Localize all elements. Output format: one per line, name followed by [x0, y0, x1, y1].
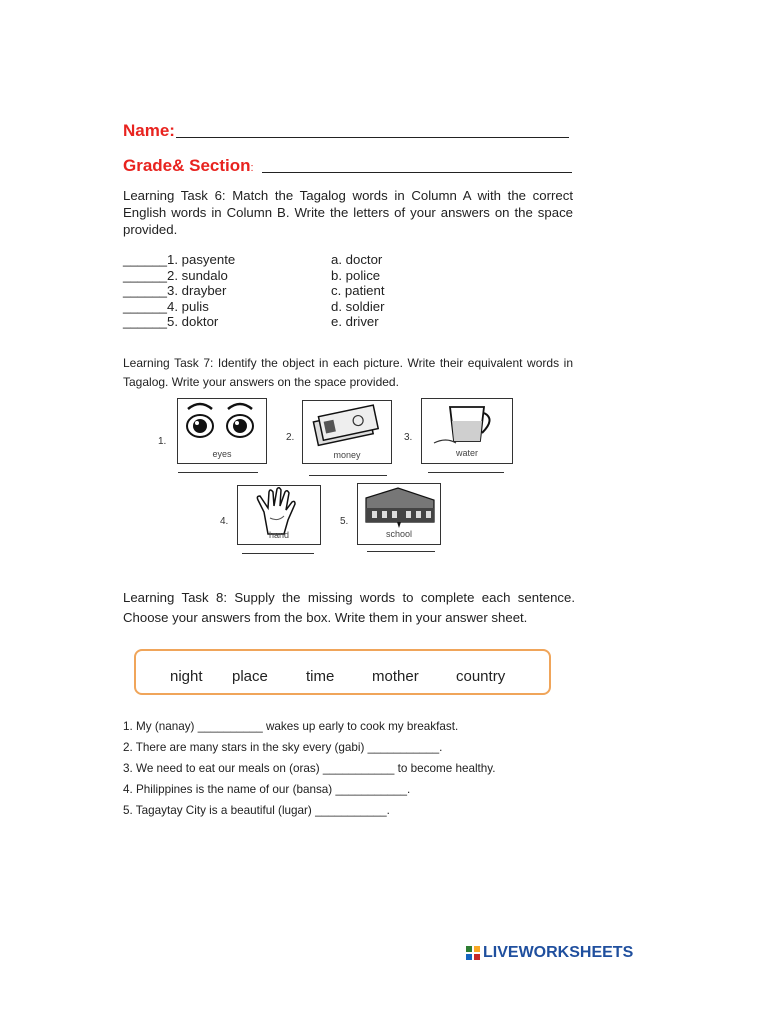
- word-bank-word: country: [456, 668, 506, 685]
- sentence-item: 4. Philippines is the name of our (bansa) ___________.: [123, 783, 411, 796]
- grade-section-label-wrap: [123, 156, 254, 176]
- picture-caption: water: [455, 448, 478, 458]
- picture-caption: hand: [268, 530, 290, 540]
- task6-column-b: [331, 252, 385, 330]
- picture-eyes: [177, 398, 267, 464]
- picture-school: [357, 483, 441, 545]
- column-b-item: e. driver: [331, 314, 379, 330]
- hand-icon: [238, 486, 320, 536]
- picture-hand: [237, 485, 321, 545]
- picture-money: [302, 400, 392, 464]
- name-answer-line[interactable]: [176, 120, 569, 138]
- task6-instructions: Learning Task 6: Match the Tagalog words in Column A with the correct English words in Column B. Write the letters of your answers on the space provided.: [123, 188, 573, 237]
- word-bank-word: time: [306, 668, 335, 685]
- glass-of-water-icon: [422, 399, 512, 449]
- answer-line-3[interactable]: [428, 472, 504, 473]
- picture-caption: money: [333, 450, 361, 460]
- sentence-item: 1. My (nanay) __________ wakes up early to cook my breakfast.: [123, 720, 459, 733]
- grade-section-answer-line[interactable]: [262, 156, 572, 173]
- answer-line-5[interactable]: [367, 551, 435, 552]
- picture-water: [421, 398, 513, 464]
- grade-section-colon: :: [250, 162, 254, 174]
- eyes-icon: [178, 399, 266, 449]
- column-b-item: c. patient: [331, 283, 385, 299]
- answer-line-1[interactable]: [178, 472, 258, 473]
- column-a-item: ______2. sundalo: [123, 267, 228, 283]
- task8-instructions: Learning Task 8: Supply the missing words to complete each sentence. Choose your answers from the box. Write them in your answer sheet.: [123, 590, 575, 625]
- column-b-item: d. soldier: [331, 298, 385, 314]
- sentence-item: 3. We need to eat our meals on (oras) ___________ to become healthy.: [123, 762, 496, 775]
- column-a-item: ______5. doktor: [123, 314, 219, 330]
- column-b-item: a. doctor: [331, 252, 383, 267]
- school-building-icon: [358, 484, 440, 534]
- word-bank-word: mother: [372, 668, 419, 685]
- picture-number: 1.: [158, 436, 167, 447]
- liveworksheets-logo-icon: [466, 946, 480, 960]
- column-b-item: b. police: [331, 267, 381, 283]
- picture-number: 4.: [220, 516, 229, 527]
- column-a-item: ______1. pasyente: [123, 252, 236, 267]
- answer-line-2[interactable]: [309, 475, 387, 476]
- column-a-item: ______3. drayber: [123, 283, 227, 299]
- sentence-item: 5. Tagaytay City is a beautiful (lugar) ___________.: [123, 804, 390, 817]
- picture-caption: school: [385, 529, 412, 539]
- task7-instructions: Learning Task 7: Identify the object in each picture. Write their equivalent words in Tagalog. Write your answers on the space provided.: [123, 356, 573, 389]
- word-bank-word: night: [170, 668, 203, 685]
- name-label: Name:: [123, 121, 175, 140]
- column-a-item: ______4. pulis: [123, 298, 209, 314]
- liveworksheets-brand: LIVEWORKSHEETS: [483, 944, 634, 961]
- answer-line-4[interactable]: [242, 553, 314, 554]
- grade-section-label: Grade& Section: [123, 156, 251, 175]
- picture-caption: eyes: [212, 449, 232, 459]
- money-icon: [303, 401, 391, 451]
- word-bank-word: place: [232, 668, 268, 685]
- picture-number: 5.: [340, 516, 349, 527]
- picture-number: 2.: [286, 432, 295, 443]
- sentence-item: 2. There are many stars in the sky every (gabi) ___________.: [123, 741, 443, 754]
- picture-number: 3.: [404, 432, 413, 443]
- task6-column-a: [123, 252, 235, 330]
- task8-sentences: [123, 716, 583, 821]
